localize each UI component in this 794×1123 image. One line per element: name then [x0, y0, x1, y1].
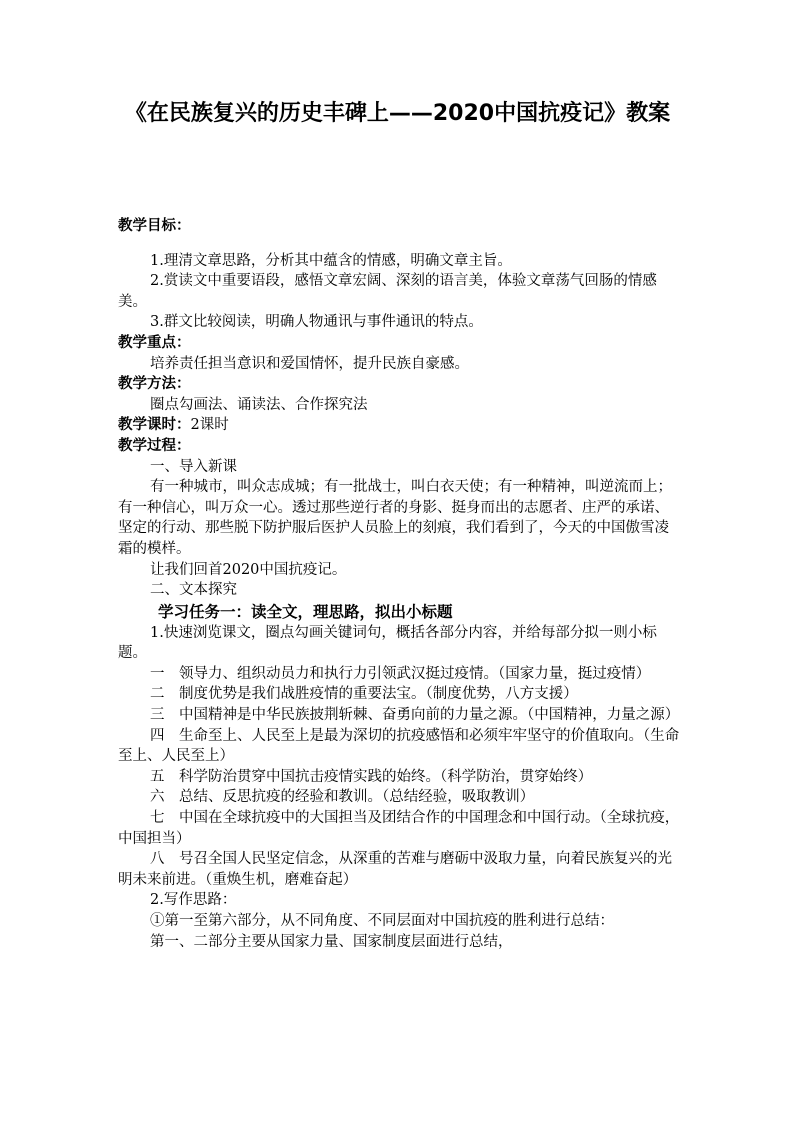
objective-item-1: 1.理清文章思路，分析其中蕴含的情感，明确文章主旨。: [150, 252, 512, 269]
objective-item-3: 3.群文比较阅读，明确人物通讯与事件通讯的特点。: [150, 314, 483, 331]
focus-heading: 教学重点：: [118, 334, 191, 351]
part1-closing: 让我们回首2020中国抗疫记。: [150, 561, 347, 578]
section-summary-7: 七 中国在全球抗疫中的大国担当及团结合作的中国理念和中国行动。（全球抗疫，中国担当）: [118, 810, 680, 847]
section-summary-3: 三 中国精神是中华民族披荆斩棘、奋勇向前的力量之源。（中国精神，力量之源）: [150, 707, 680, 724]
methods-heading: 教学方法：: [118, 376, 191, 393]
step2-line-2: 第一、二部分主要从国家力量、国家制度层面进行总结，: [150, 933, 513, 950]
hours-heading: 教学课时：: [118, 417, 191, 434]
process-heading: 教学过程：: [118, 437, 191, 454]
part1-title: 一、导入新课: [150, 458, 237, 475]
part2-title: 二、文本探究: [150, 582, 237, 599]
section-summary-8: 八 号召全国人民坚定信念，从深重的苦难与磨砺中汲取力量，向着民族复兴的光明未来前进。（重焕生机，磨难奋起）: [118, 851, 672, 888]
objective-item-2: 2.赏读文中重要语段，感悟文章宏阔、深刻的语言美，体验文章荡气回肠的情感美。: [118, 273, 657, 310]
section-summary-1: 一 领导力、组织动员力和执行力引领武汉挺过疫情。（国家力量，挺过疫情）: [150, 665, 651, 682]
hours-value: 2课时: [190, 417, 229, 434]
step2-line-1: ①第一至第六部分，从不同角度、不同层面对中国抗疫的胜利进行总结：: [150, 913, 614, 929]
part1-paragraph: 有一种城市，叫众志成城；有一批战士，叫白衣天使；有一种精神，叫逆流而上；有一种信心，叫万众一心。透过那些逆行者的身影、挺身而出的志愿者、庄严的承诺、坚定的行动、那些脱下防护服后医护人员脸上的刻痕，我们看到了，今天的中国傲雪凌霜的模样。: [118, 479, 672, 557]
objectives-heading: 教学目标：: [118, 218, 191, 234]
document-title: 《在民族复兴的历史丰碑上——2020中国抗疫记》教案: [124, 101, 671, 126]
section-summary-6: 六 总结、反思抗疫的经验和教训。（总结经验，吸取教训）: [150, 789, 535, 806]
hours-line: [118, 415, 683, 436]
methods-text: 圈点勾画法、诵读法、合作探究法: [150, 396, 368, 413]
step2-title: 2.写作思路：: [150, 892, 237, 909]
section-summary-4: 四 生命至上、人民至上是最为深切的抗疫感悟和必须牢牢坚守的价值取向。（生命至上、人民至上）: [118, 727, 680, 765]
task1-title: 学习任务一：读全文，理思路，拟出小标题: [158, 602, 453, 621]
section-summary-5: 五 科学防治贯穿中国抗击疫情实践的始终。（科学防治，贯穿始终）: [150, 768, 593, 785]
task1-step1: 1.快速浏览课文，圈点勾画关键词句，概括各部分内容，并给每部分拟一则小标题。: [118, 624, 657, 662]
document-body: [118, 216, 683, 952]
section-summary-2: 二 制度优势是我们战胜疫情的重要法宝。（制度优势，八方支援）: [150, 686, 578, 703]
focus-text: 培养责任担当意识和爱国情怀，提升民族自豪感。: [150, 355, 469, 372]
